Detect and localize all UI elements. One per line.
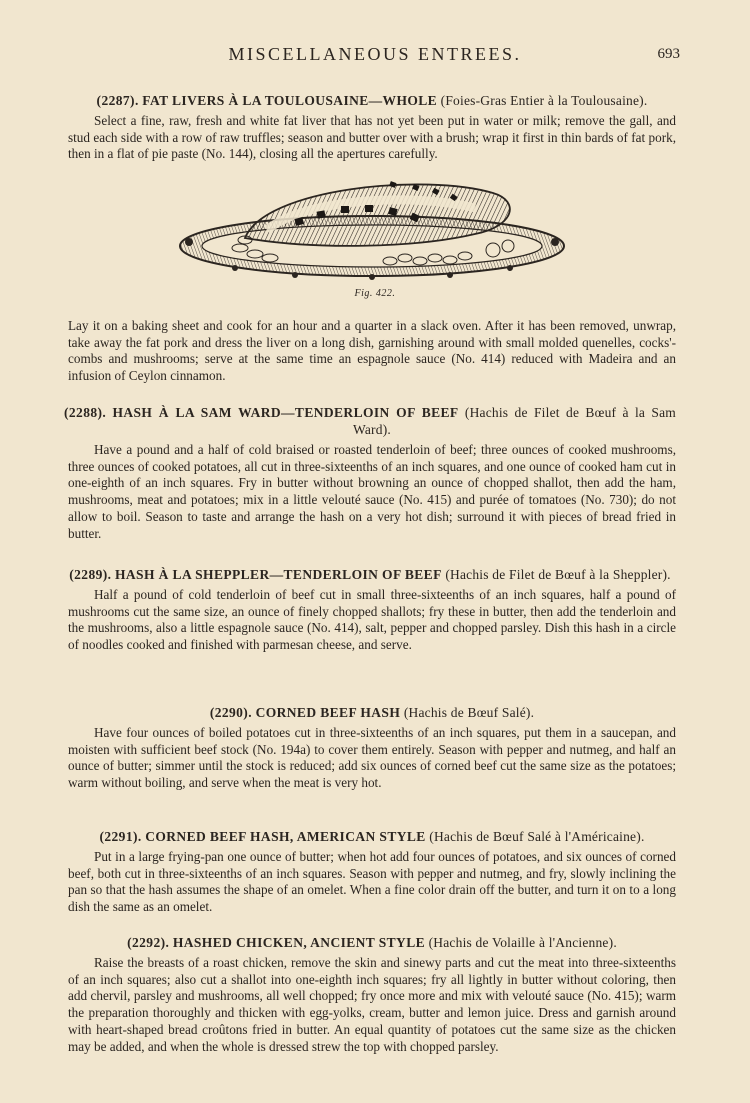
recipe-number: (2288). bbox=[64, 405, 107, 420]
recipe-heading bbox=[64, 404, 677, 438]
recipe-number: (2290). bbox=[209, 705, 252, 720]
recipe-name: CORNED BEEF HASH bbox=[255, 705, 401, 720]
recipe-2292 bbox=[68, 934, 676, 1055]
recipe-name: HASHED CHICKEN, ANCIENT STYLE bbox=[172, 935, 426, 950]
recipe-number: (2287). bbox=[96, 93, 139, 108]
recipe-2287 bbox=[68, 92, 676, 163]
recipe-heading bbox=[68, 934, 676, 951]
recipe-french-name: (Hachis de Volaille à l'Ancienne). bbox=[428, 935, 617, 950]
recipe-french-name: (Hachis de Filet de Bœuf à la Sam Ward). bbox=[353, 405, 677, 437]
recipe-name: FAT LIVERS À LA TOULOUSAINE—WHOLE bbox=[142, 93, 438, 108]
recipe-heading bbox=[68, 828, 676, 845]
running-head bbox=[70, 44, 680, 68]
recipe-2288 bbox=[64, 404, 677, 542]
recipe-text: Have four ounces of boiled potatoes cut in three-sixteenths of an inch squares, put them in a saucepan, and moisten with sufficient beef stock (No. 194a) to cover them entirely. Season with pepper and nutmeg, and half an ounce of butter; simmer until the stock is reduced; add six ounces of corned beef cut the same size as the potatoes; warm without boiling, and serve when the meat is very hot. bbox=[68, 725, 676, 791]
recipe-french-name: (Hachis de Filet de Bœuf à la Sheppler). bbox=[445, 567, 671, 582]
recipe-text: Half a pound of cold tenderloin of beef cut in small three-sixteenths of an inch squares, half a pound of mushrooms cut the same size, an ounce of finely chopped shallots; fry these in butter, then add the tenderloin and the mushrooms, also a little espagnole sauce (No. 414), salt, pepper and chopped parsley. Dish this hash in a circle of noodles cooked and finished with parmesan cheese, and serve. bbox=[68, 587, 676, 653]
recipe-text: Raise the breasts of a roast chicken, remove the skin and sinewy parts and cut the meat into three-sixteenths of an inch squares; also cut a shallot into one-eighth inch squares; fry all lightly in butter without coloring, then add chervil, parsley and mushrooms, all well chopped; fry once more and mix with velouté sauce (No. 415); warm the preparation thoroughly and thicken with egg-yolks, cream, butter and lemon juice. Dress and garnish around with heart-shaped bread croûtons fried in butter. An equal quantity of potatoes cut the same size as the chicken may be added, and when the whole is dressed strew the top with chopped parsley. bbox=[68, 955, 676, 1054]
recipe-french-name: (Hachis de Bœuf Salé à l'Américaine). bbox=[429, 829, 645, 844]
recipe-text: Select a fine, raw, fresh and white fat liver that has not yet been put in water or milk; remove the gall, and stud each side with a row of raw truffles; season and butter over with a brush; wrap it first in thin bards of fat pork, then in a flat of pie paste (No. 144), closing all the apertures carefully. bbox=[68, 113, 676, 162]
recipe-heading bbox=[68, 704, 676, 721]
recipe-french-name: (Foies-Gras Entier à la Toulousaine). bbox=[440, 93, 648, 108]
recipe-text: Have a pound and a half of cold braised or roasted tenderloin of beef; three ounces of cooked mushrooms, three ounces of cooked potatoes, all cut in three-sixteenths of an inch squares, and one ounce of cooked ham cut in one-eighth of an inch squares. Fry in butter without browning an ounce of chopped shallot, then add the ham, mushrooms, meat and potatoes; mix in a little velouté sauce (No. 415) and purée of tomatoes (No. 730); do not allow to boil. Season to taste and arrange the hash on a very hot dish; surround it with pieces of bread fried in butter. bbox=[68, 442, 676, 541]
page-number: 693 bbox=[657, 46, 680, 62]
figure-caption: Fig. 422. bbox=[354, 288, 396, 299]
recipe-2289 bbox=[68, 566, 676, 654]
recipe-2287-continued bbox=[68, 318, 676, 385]
recipe-french-name: (Hachis de Bœuf Salé). bbox=[403, 705, 535, 720]
chapter-title: MISCELLANEOUS ENTREES. bbox=[228, 44, 522, 64]
recipe-heading bbox=[68, 92, 676, 109]
recipe-2290 bbox=[68, 704, 676, 792]
recipe-heading bbox=[68, 566, 676, 583]
recipe-2291 bbox=[68, 828, 676, 916]
recipe-number: (2289). bbox=[69, 567, 112, 582]
recipe-number: (2291). bbox=[99, 829, 142, 844]
recipe-text-continued: Lay it on a baking sheet and cook for an hour and a quarter in a slack oven. After it has been removed, unwrap, take away the fat pork and dress the liver on a long dish, garnishing around with small molded quenelles, cocks'-combs and mushrooms; serve at the same time an espagnole sauce (No. 414) reduced with Madeira and an infusion of Ceylon cinnamon. bbox=[68, 318, 676, 384]
foie-gras-illustration bbox=[175, 168, 570, 298]
recipe-name: CORNED BEEF HASH, AMERICAN STYLE bbox=[145, 829, 426, 844]
recipe-name: HASH À LA SAM WARD—TENDERLOIN OF BEEF bbox=[112, 405, 459, 420]
recipe-number: (2292). bbox=[127, 935, 170, 950]
recipe-text: Put in a large frying-pan one ounce of butter; when hot add four ounces of potatoes, and six ounces of corned beef, both cut in three-sixteenths of an inch squares. Season with pepper and nutmeg, and fry, slowly inclining the pan so that the hash assumes the shape of an omelet. When a fine color drain off the butter, and turn it on to a long dish the same as an omelet. bbox=[68, 849, 676, 915]
recipe-name: HASH À LA SHEPPLER—TENDERLOIN OF BEEF bbox=[115, 567, 442, 582]
